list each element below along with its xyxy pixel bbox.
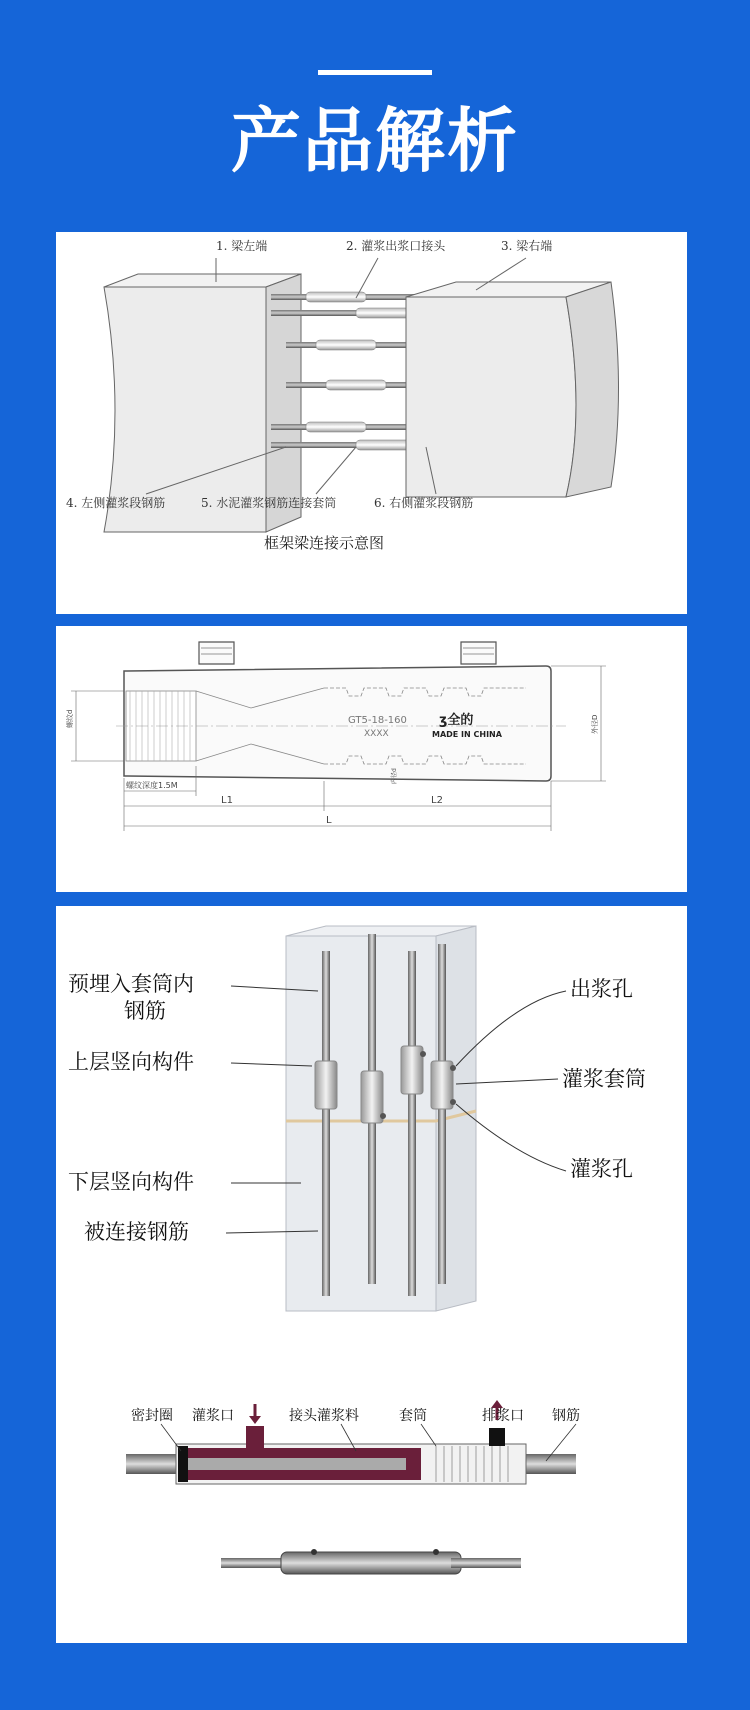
side-right-label: 外径D [591,714,599,734]
grout-inlet-port [199,642,234,664]
brand-mark: ʒ全的 [439,713,474,728]
column-connection-diagram [56,906,687,1643]
outlet-plug [489,1428,505,1446]
label-right-beam: 3. 梁右端 [501,239,553,253]
right-beam-front [406,297,576,497]
label-grout-hole: 灌浆孔 [570,1157,633,1181]
sleeve-product-photo [221,1549,521,1574]
page-title: 产品解析 [231,100,519,182]
label-grout-sleeve: 5. 水泥灌浆钢筋连接套筒 [201,496,337,510]
sleeve-technical-drawing [56,626,687,892]
label-embedded-rebar: 预埋入套筒内 [68,972,194,996]
label-grout-inlet: 灌浆口 [192,1408,234,1424]
inner-mark: 内径d [391,768,398,784]
label-lower-component: 下层竖向构件 [68,1170,194,1194]
label-upper-component: 上层竖向构件 [68,1050,194,1074]
rebar-inside [186,1458,406,1470]
label-grout-outlet: 2. 灌浆出浆口接头 [346,239,446,253]
side-left-label: 螺纹d [66,709,74,728]
label-seal-ring: 密封圈 [131,1408,173,1424]
grout-sleeve-1 [315,1061,337,1109]
sleeve-drawing-panel [56,626,687,892]
grout-sleeve-4 [431,1061,453,1109]
beam-connection-panel [56,232,687,614]
diagram-caption: 框架梁连接示意图 [263,534,385,552]
rebar-4 [438,944,446,1284]
dim-l1: L1 [221,795,233,806]
grout-sleeve-3 [401,1046,423,1094]
title-underline [318,70,432,75]
thread-depth-note: 螺纹深度1.5M [126,781,178,790]
made-in-text: MADE IN CHINA [432,730,502,739]
label-left-rebar: 4. 左侧灌浆段钢筋 [66,496,166,510]
model-text: GT5-18-160 [348,715,407,726]
label-right-rebar: 6. 右侧灌浆段钢筋 [374,496,474,510]
seal-ring [178,1446,188,1482]
sub-text: XXXX [364,729,389,739]
dim-l: L [326,815,332,826]
label-outlet: 排浆口 [482,1408,524,1424]
dim-l2: L2 [431,795,443,806]
label-embedded-rebar-2: 钢筋 [124,999,166,1023]
grout-inlet [246,1426,264,1448]
label-sleeve: 套筒 [399,1408,427,1424]
label-left-beam: 1. 梁左端 [216,239,268,253]
label-outlet-hole: 出浆孔 [570,977,633,1001]
column-connection-panel [56,906,687,1643]
label-joint-grout: 接头灌浆料 [289,1408,359,1424]
rebar-1 [322,951,330,1296]
beam-connection-diagram [56,232,687,614]
grout-sleeve-2 [361,1071,383,1123]
grout-outlet-port [461,642,496,664]
label-connected-rebar: 被连接钢筋 [84,1220,189,1244]
lower-column-block [286,1111,476,1311]
label-grout-sleeve-right: 灌浆套筒 [562,1067,646,1091]
label-rebar: 钢筋 [552,1408,580,1424]
rebar-3 [408,951,416,1296]
